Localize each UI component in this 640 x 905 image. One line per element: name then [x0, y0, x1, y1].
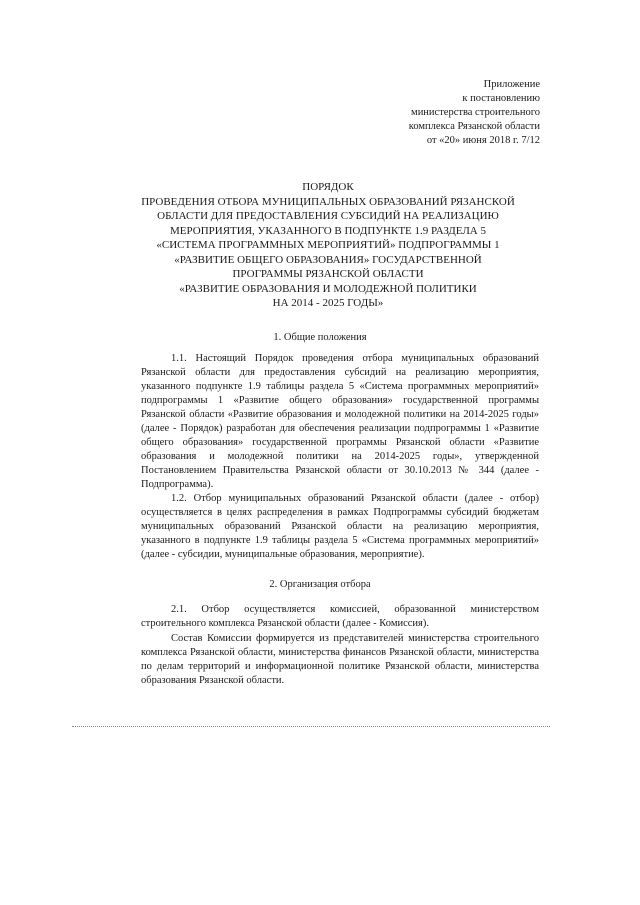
title-line: «СИСТЕМА ПРОГРАММНЫХ МЕРОПРИЯТИЙ» ПОДПРОГРАММЫ 1: [156, 239, 500, 251]
page-divider: [72, 726, 550, 727]
paragraph-text: 2.1. Отбор осуществляется комиссией, образованной министерством строительного комплекса Рязанской области (далее - Комиссия).: [141, 604, 539, 629]
title-line: НА 2014 - 2025 ГОДЫ»: [272, 297, 384, 309]
section-1-heading: 1. Общие положения: [273, 332, 367, 343]
approval-line: министерства строительного: [411, 107, 540, 118]
approval-line: Приложение: [483, 79, 540, 90]
paragraph-1-2: [141, 492, 539, 562]
document-title: [128, 180, 528, 311]
paragraph-text: Состав Комиссии формируется из представителей министерства строительного комплекса Рязанской области, министерства финансов Рязанской области, министерства по делам территорий и информационной политике Рязанской области, министерства образования Рязанской области.: [141, 633, 539, 686]
paragraph-1-1: [141, 352, 539, 492]
paragraph-text: 1.1. Настоящий Порядок проведения отбора муниципальных образований Рязанской области для предоставления субсидий на реализацию мероприятия, указанного подпункте 1.9 таблицы раздела 5 «Система программных мероприятий» подпрограммы 1 «Развитие общего образования» государственной программы Рязанской области «Развитие образования и молодежной политики на 2014-2025 годы» (далее - Порядок) разработан для обеспечения реализации подпрограммы 1 «Развитие общего образования» государственной программы Рязанской области «Развитие образования и молодежной политики на 2014-2025 годы», утвержденной Постановлением Правительства Рязанской области от 30.10.2013 № 344 (далее - Подпрограмма).: [141, 353, 539, 490]
title-line: «РАЗВИТИЕ ОБРАЗОВАНИЯ И МОЛОДЕЖНОЙ ПОЛИТИКИ: [179, 282, 477, 295]
approval-date-line: от «20» июня 2018 г. 7/12: [426, 135, 540, 146]
approval-stamp: [340, 78, 540, 148]
section-2-heading: 2. Организация отбора: [269, 579, 371, 590]
title-line: ПРОВЕДЕНИЯ ОТБОРА МУНИЦИПАЛЬНЫХ ОБРАЗОВАНИЙ РЯЗАНСКОЙ: [141, 195, 515, 208]
title-line: МЕРОПРИЯТИЯ, УКАЗАННОГО В ПОДПУНКТЕ 1.9 РАЗДЕЛА 5: [170, 224, 486, 237]
paragraph-2-1: [141, 603, 539, 631]
approval-line: комплекса Рязанской области: [408, 121, 540, 132]
paragraph-text: 1.2. Отбор муниципальных образований Рязанской области (далее - отбор) осуществляется в целях распределения в рамках Подпрограммы субсидий бюджетам муниципальных образований Рязанской области на реализацию мероприятия, указанного в подпункте 1.9 таблицы раздела 5 «Система программных мероприятий» (далее - субсидии, муниципальные образования, мероприятие).: [141, 493, 539, 560]
title-line: ПРОГРАММЫ РЯЗАНСКОЙ ОБЛАСТИ: [232, 268, 424, 280]
approval-line: к постановлению: [462, 93, 540, 104]
title-line: ПОРЯДОК: [302, 181, 354, 193]
title-line: «РАЗВИТИЕ ОБЩЕГО ОБРАЗОВАНИЯ» ГОСУДАРСТВЕННОЙ: [174, 253, 482, 266]
title-line: ОБЛАСТИ ДЛЯ ПРЕДОСТАВЛЕНИЯ СУБСИДИЙ НА РЕАЛИЗАЦИЮ: [157, 210, 499, 222]
paragraph-2-2: [141, 632, 539, 688]
